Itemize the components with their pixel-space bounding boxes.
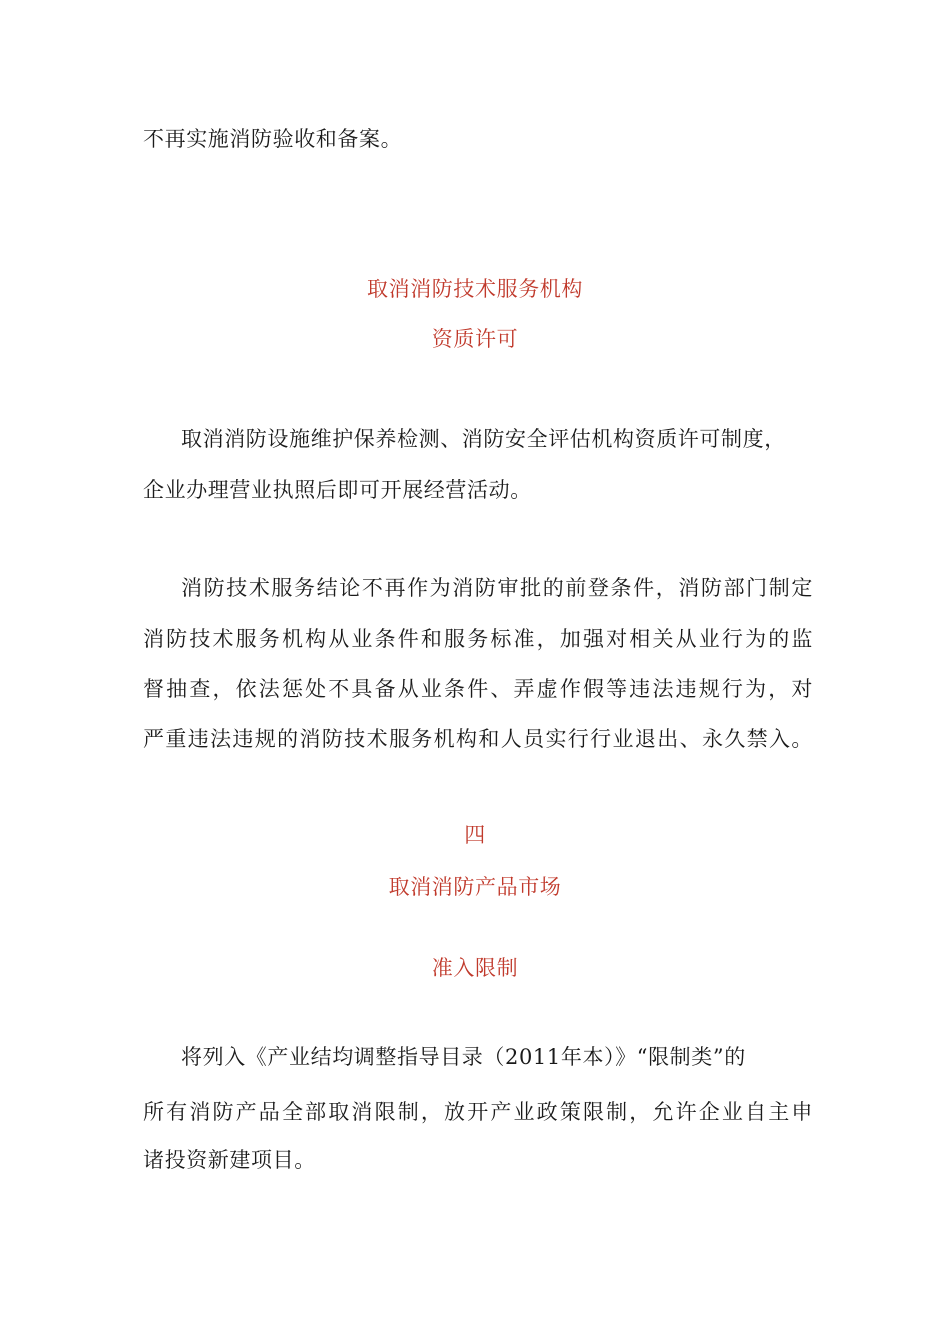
paragraph-3-line-1: 将列入《产业结均调整指导目录（2011年本）》“限制类”的 bbox=[181, 1045, 746, 1069]
section-4-heading-line-1: 取消消防产品市场 bbox=[388, 875, 562, 899]
section-4-number: 四 bbox=[464, 823, 486, 847]
paragraph-1-line-1: 取消消防设施维护保养检测、消防安全评估机构资质许可制度， bbox=[181, 427, 786, 451]
paragraph-2-line-1: 消防技术服务结论不再作为消防审批的前登条件，消防部门制定 bbox=[181, 576, 813, 600]
section-3-heading-line-2: 资质许可 bbox=[431, 327, 519, 351]
paragraph-1-line-2: 企业办理营业执照后即可开展经营活动。 bbox=[143, 478, 532, 502]
paragraph-2-line-3: 督抽查，依法惩处不具备从业条件、弄虚作假等违法违规行为，对 bbox=[143, 677, 813, 701]
paragraph-3-line-2: 所有消防产品全部取消限制，放开产业政策限制，允许企业自主申 bbox=[143, 1100, 813, 1124]
paragraph-2-line-2: 消防技术服务机构从业条件和服务标准，加强对相关从业行为的监 bbox=[143, 627, 813, 651]
paragraph-2-line-4: 严重违法违规的消防技术服务机构和人员实行行业退出、永久禁入。 bbox=[143, 727, 813, 751]
paragraph-0-line-1: 不再实施消防验收和备案。 bbox=[143, 127, 403, 151]
section-3-heading-line-1: 取消消防技术服务机构 bbox=[367, 277, 583, 301]
section-4-heading-line-2: 准入限制 bbox=[431, 956, 519, 980]
paragraph-3-line-3: 诸投资新建项目。 bbox=[143, 1148, 316, 1172]
